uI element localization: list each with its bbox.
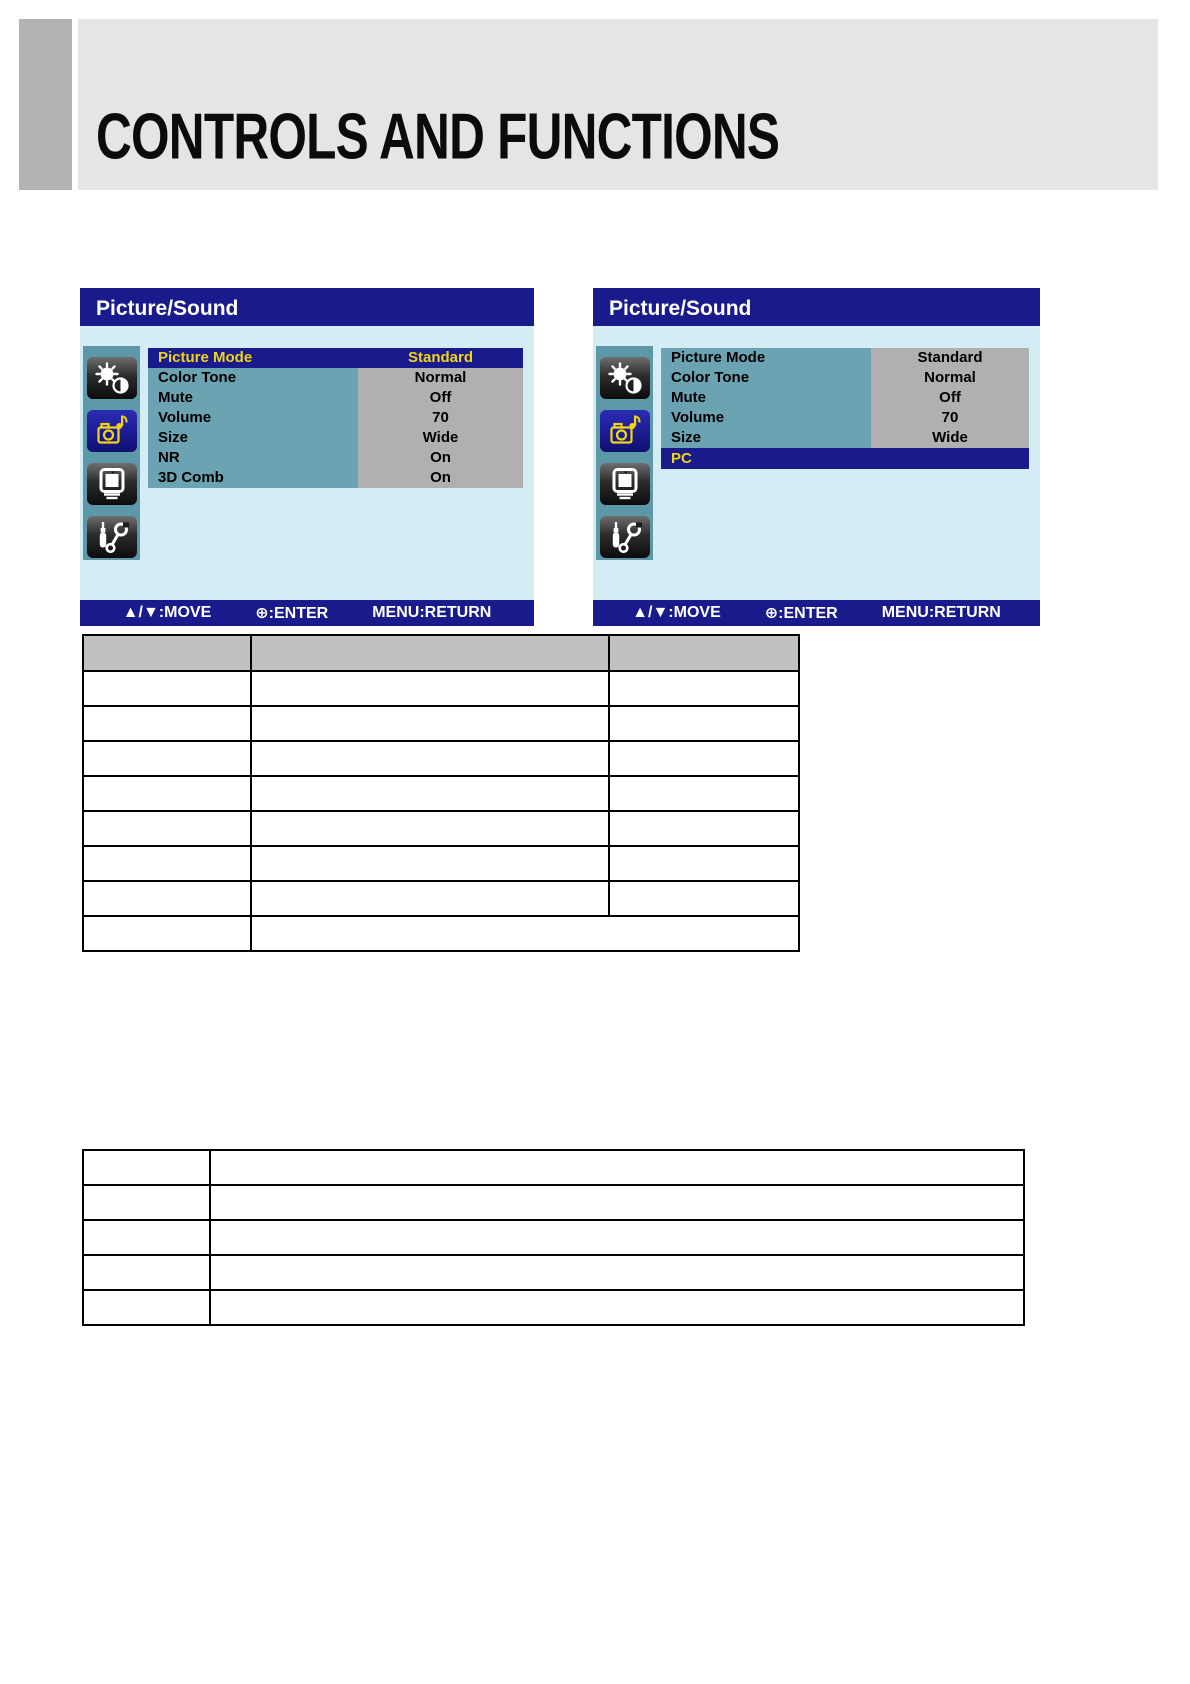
table-cell [609,741,799,776]
osd-menu-left [80,288,534,626]
menu-row-label: Size [148,428,358,448]
move-hint: ▲/▼:MOVE [632,604,721,621]
menu-row-color-tone [661,368,1029,388]
menu-row-label: Volume [148,408,358,428]
table-cell [251,741,609,776]
table-header-cell [83,635,251,671]
osd-title: Picture/Sound [593,288,1040,326]
osd-icon-sidebar [596,346,653,560]
table-cell [83,776,251,811]
brightness-icon [600,357,650,399]
menu-row-color-tone [148,368,523,388]
table-cell [83,1150,210,1185]
table-row [83,811,799,846]
menu-row-value: On [358,448,523,468]
menu-row-value: 70 [871,408,1029,428]
table-cell [210,1220,1024,1255]
table-row [83,916,799,951]
setup-icon [600,516,650,558]
table-row [83,1255,1024,1290]
table-cell [83,916,251,951]
menu-row-label: Color Tone [148,368,358,388]
tv-icon [600,463,650,505]
picture-sound-icon [87,410,137,452]
menu-row-volume [661,408,1029,428]
table-header-cell [609,635,799,671]
menu-row-label: Picture Mode [661,348,871,368]
table-cell [210,1150,1024,1185]
table-cell [609,671,799,706]
table-row [83,881,799,916]
menu-row-value: Normal [871,368,1029,388]
menu-row-label: Color Tone [661,368,871,388]
menu-row-label: 3D Comb [148,468,358,488]
menu-row-label: NR [148,448,358,468]
menu-row-value: On [358,468,523,488]
menu-row-nr [148,448,523,468]
table-row [83,846,799,881]
table-cell [83,846,251,881]
table-cell [251,811,609,846]
menu-row-value: Standard [871,348,1029,368]
table-row [83,776,799,811]
osd-title: Picture/Sound [80,288,534,326]
menu-row-value: Off [871,388,1029,408]
table-cell [83,881,251,916]
osd-body [593,326,1040,600]
table-row [83,671,799,706]
osd-menu-rows [148,348,523,488]
menu-row-size [148,428,523,448]
menu-row-label: Mute [661,388,871,408]
osd-menu-rows [661,348,1029,469]
osd-footer-bar [593,600,1040,626]
menu-row-value: Wide [871,428,1029,448]
menu-row-3d-comb [148,468,523,488]
header-accent-block [19,19,72,190]
table-cell [609,776,799,811]
menu-row-picture-mode [661,348,1029,368]
table-cell [210,1185,1024,1220]
table-row [83,1150,1024,1185]
menu-row-mute [661,388,1029,408]
menu-row-size [661,428,1029,448]
menu-row-volume [148,408,523,428]
table-cell [251,706,609,741]
table-cell [210,1290,1024,1325]
osd-menu-right [593,288,1040,626]
move-hint: ▲/▼:MOVE [122,604,212,621]
table-cell [83,1290,210,1325]
menu-row-label: Mute [148,388,358,408]
table-cell [251,846,609,881]
menu-row-label: Picture Mode [158,349,253,366]
page-title: CONTROLS AND FUNCTIONS [96,101,780,173]
menu-row-picture-mode [148,348,523,368]
table-cell [83,706,251,741]
table-cell [251,671,609,706]
functions-table [82,634,800,952]
osd-icon-sidebar [83,346,140,560]
enter-hint: ⊕:ENTER [255,605,329,622]
lower-table [82,1149,1025,1326]
return-hint: MENU:RETURN [372,604,492,621]
table-cell [609,811,799,846]
tv-icon [87,463,137,505]
osd-footer-bar [80,600,534,626]
table-header-cell [251,635,609,671]
table-cell [83,1185,210,1220]
menu-row-value: 70 [358,408,523,428]
menu-row-value: Off [358,388,523,408]
table-row [83,1290,1024,1325]
table-cell-merged [251,916,799,951]
page-header [78,19,1158,190]
return-hint: MENU:RETURN [881,604,1001,621]
enter-hint: ⊕:ENTER [764,605,838,622]
table-cell [83,741,251,776]
brightness-icon [87,357,137,399]
menu-row-value: Normal [358,368,523,388]
setup-icon [87,516,137,558]
table-cell [251,881,609,916]
table-cell [251,776,609,811]
osd-body [80,326,534,600]
menu-row-mute [148,388,523,408]
table-cell [83,671,251,706]
menu-row-value: Standard [407,349,473,366]
table-row [83,706,799,741]
table-row [83,1220,1024,1255]
table-cell [83,811,251,846]
table-cell [210,1255,1024,1290]
table-row [83,741,799,776]
menu-row-label: Volume [661,408,871,428]
table-cell [83,1220,210,1255]
table-cell [609,706,799,741]
table-cell [83,1255,210,1290]
table-header-row [83,635,799,671]
menu-row-value: Wide [358,428,523,448]
picture-sound-icon [600,410,650,452]
table-cell [609,881,799,916]
table-cell [609,846,799,881]
table-row [83,1185,1024,1220]
menu-row-pc: PC [661,448,1029,469]
menu-row-label: Size [661,428,871,448]
